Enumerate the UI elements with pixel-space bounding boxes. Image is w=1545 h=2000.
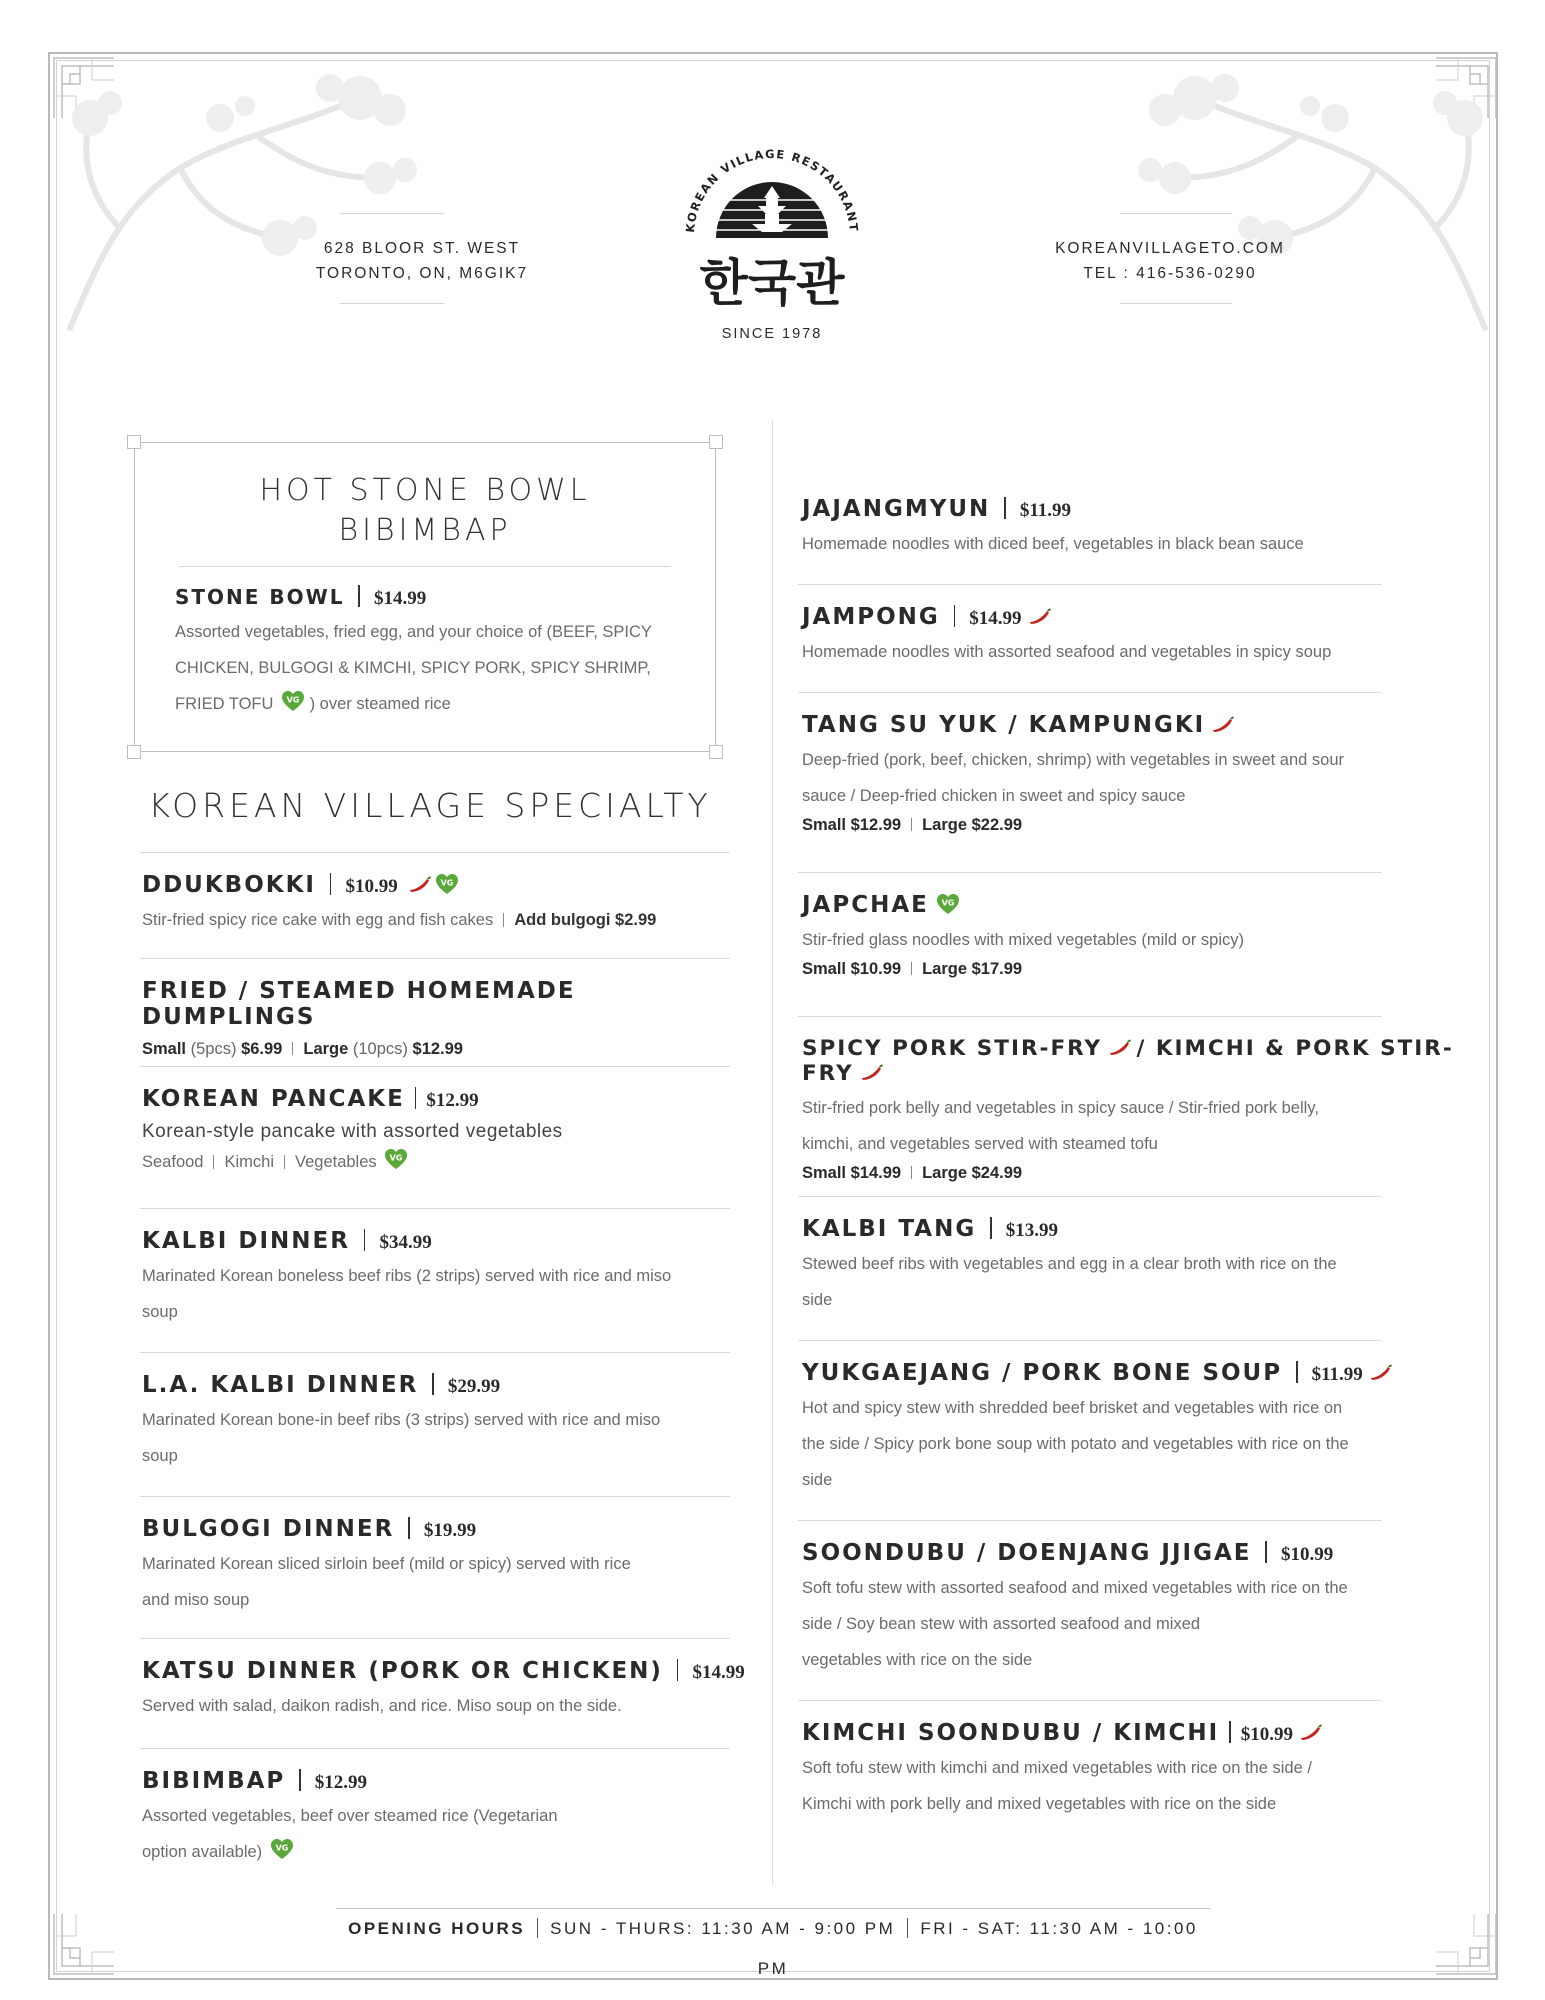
menu-item-katsu-dinner: [142, 1658, 752, 1724]
price-separator: [1265, 1541, 1267, 1563]
divider: [140, 1352, 730, 1353]
item-name: / KIMCHI & PORK STIR-FRY: [802, 1036, 1454, 1086]
since-label: SINCE 1978: [721, 326, 823, 342]
addon-text: Add bulgogi $2.99: [514, 911, 657, 929]
address-block: [272, 236, 572, 286]
size-options: Small $12.99 Large $22.99: [802, 816, 1023, 834]
size-options: Small $10.99 Large $17.99: [802, 960, 1023, 978]
item-name: JAJANGMYUN: [802, 496, 991, 522]
corner-ornament-icon: [52, 1912, 116, 1976]
menu-item-soondubu: [802, 1540, 1442, 1678]
item-name: YUKGAEJANG / PORK BONE SOUP: [802, 1360, 1283, 1386]
price-separator: [954, 605, 956, 627]
separator: [537, 1918, 538, 1938]
vg-heart-icon: [270, 1838, 294, 1860]
divider: [140, 958, 730, 959]
divider: [798, 692, 1382, 693]
menu-item-jampong: [802, 604, 1422, 670]
menu-item-ddukbokki: [142, 872, 742, 938]
item-name: KATSU DINNER (PORK OR CHICKEN): [142, 1658, 663, 1684]
menu-item-bibimbap: [142, 1768, 742, 1870]
chili-pepper-icon: [1367, 1363, 1393, 1381]
price-separator: [1296, 1361, 1298, 1383]
item-name: JAMPONG: [802, 604, 940, 630]
menu-item-kimchi-soondubu: [802, 1720, 1442, 1822]
chili-pepper-icon: [1209, 715, 1235, 733]
box-corner: [709, 745, 723, 759]
price-separator: [415, 1087, 417, 1109]
price-separator: [364, 1229, 366, 1251]
item-description: [175, 614, 685, 722]
desc-line: CHICKEN, BULGOGI & KIMCHI, SPICY PORK, SPICY SHRIMP,: [175, 659, 651, 677]
chili-pepper-icon: [1026, 607, 1052, 625]
price-separator: [1004, 497, 1006, 519]
item-description: Assorted vegetables, beef over steamed rice (Vegetarian option available): [142, 1807, 558, 1861]
chili-pepper-icon: [406, 875, 432, 893]
divider: [798, 1520, 1382, 1521]
divider: [798, 1196, 1382, 1197]
box-corner: [127, 745, 141, 759]
item-name: BIBIMBAP: [142, 1768, 286, 1794]
stone-bowl-rule: [179, 566, 671, 567]
item-price: $10.99: [345, 876, 398, 897]
item-name: DDUKBOKKI: [142, 872, 316, 898]
box-corner: [709, 435, 723, 449]
item-description: Korean-style pancake with assorted vegetables: [142, 1121, 563, 1142]
menu-item-stone-bowl: [175, 585, 685, 722]
divider: [798, 872, 1382, 873]
size-options: Small $14.99 Large $24.99: [802, 1164, 1023, 1182]
stone-bowl-feature-box: [134, 442, 716, 752]
opening-hours-bar: [336, 1908, 1210, 1978]
hours-weekday: SUN - THURS: 11:30 AM - 9:00 PM: [550, 1919, 896, 1938]
item-price: $34.99: [379, 1232, 432, 1253]
header-rule: [1120, 303, 1232, 304]
item-price: $13.99: [1005, 1220, 1058, 1241]
item-description: Marinated Korean boneless beef ribs (2 strips) served with rice and miso soup: [142, 1267, 672, 1321]
vg-heart-icon: [936, 893, 960, 915]
section-title-specialty: KOREAN VILLAGE SPECIALTY: [148, 786, 712, 825]
item-description: Soft tofu stew with assorted seafood and mixed vegetables with rice on the side / Soy bean stew with assorted seafood and mixed vegetables with rice on the side: [802, 1579, 1348, 1669]
chili-pepper-icon: [1106, 1038, 1132, 1056]
divider: [798, 1700, 1382, 1701]
menu-item-jajangmyun: [802, 496, 1422, 562]
size-options: Small (5pcs) $6.99 Large (10pcs) $12.99: [142, 1040, 463, 1058]
divider: [140, 1748, 730, 1749]
divider: [798, 584, 1382, 585]
item-price: $12.99: [314, 1772, 368, 1793]
item-description: Stewed beef ribs with vegetables and egg in a clear broth with rice on the side: [802, 1255, 1337, 1309]
menu-item-bulgogi-dinner: [142, 1516, 742, 1618]
header-rule: [340, 303, 444, 304]
divider: [140, 1208, 730, 1209]
item-name: SOONDUBU / DOENJANG JJIGAE: [802, 1540, 1252, 1566]
divider: [140, 1496, 730, 1497]
column-divider: [772, 420, 773, 1885]
item-name: L.A. KALBI DINNER: [142, 1372, 419, 1398]
item-options: Seafood Kimchi Vegetables: [142, 1148, 742, 1176]
item-price: $11.99: [1019, 500, 1072, 521]
divider: [798, 1016, 1382, 1017]
vg-heart-icon: [384, 1148, 408, 1170]
item-description: Homemade noodles with diced beef, vegetables in black bean sauce: [802, 535, 1304, 553]
address-street: 628 BLOOR ST. WEST: [323, 240, 521, 257]
item-price: $29.99: [447, 1376, 501, 1397]
stone-bowl-title-line1: HOT STONE BOWL: [259, 473, 591, 508]
item-price: $11.99: [1311, 1364, 1363, 1385]
item-description: Soft tofu stew with kimchi and mixed vegetables with rice on the side / Kimchi with pork belly and mixed vegetables with rice on the side: [802, 1759, 1312, 1813]
item-price: $14.99: [692, 1662, 745, 1683]
header-rule: [340, 213, 444, 214]
item-price: $19.99: [423, 1520, 477, 1541]
price-separator: [299, 1769, 301, 1791]
address-city: TORONTO, ON, M6GIK7: [315, 265, 529, 282]
restaurant-logo: [672, 140, 872, 310]
item-name: KIMCHI SOONDUBU / KIMCHI: [802, 1720, 1220, 1746]
price-separator: [432, 1373, 434, 1395]
menu-item-spicy-pork-stir-fry: [802, 1036, 1472, 1183]
item-name: SPICY PORK STIR-FRY: [802, 1036, 1103, 1061]
stone-bowl-title-line2: BIBIMBAP: [338, 513, 512, 548]
item-name: STONE BOWL: [175, 585, 345, 609]
item-description: Served with salad, daikon radish, and rice. Miso soup on the side.: [142, 1697, 622, 1715]
contact-block: [1020, 236, 1320, 286]
item-price: $10.99: [1280, 1544, 1334, 1565]
chili-pepper-icon: [858, 1063, 884, 1081]
separator: [907, 1918, 908, 1938]
price-separator: [990, 1217, 992, 1239]
item-name: BULGOGI DINNER: [142, 1516, 395, 1542]
menu-item-japchae: [802, 892, 1422, 979]
cherry-blossom-tree-icon: [60, 58, 480, 338]
hours-weekend: FRI - SAT: 11:30 AM - 10:00 PM: [757, 1919, 1198, 1978]
item-name: FRIED / STEAMED HOMEMADE DUMPLINGS: [142, 978, 576, 1030]
divider: [140, 1638, 730, 1639]
cherry-blossom-tree-icon: [1075, 58, 1495, 338]
separator: [503, 913, 504, 927]
item-description: Deep-fried (pork, beef, chicken, shrimp) with vegetables in sweet and sour sauce / Deep-fried chicken in sweet and spicy sauce: [802, 751, 1345, 805]
item-name: TANG SU YUK / KAMPUNGKI: [802, 712, 1206, 738]
svg-text:KOREAN VILLAGE RESTAURANT: KOREAN VILLAGE RESTAURANT: [682, 146, 862, 234]
divider: [140, 852, 730, 853]
menu-item-tang-su-yuk: [802, 712, 1422, 835]
menu-item-yukgaejang: [802, 1360, 1442, 1498]
menu-item-dumplings: [142, 978, 742, 1059]
menu-item-kalbi-tang: [802, 1216, 1422, 1318]
chili-pepper-icon: [1297, 1723, 1323, 1741]
item-name: KALBI TANG: [802, 1216, 977, 1242]
corner-ornament-icon: [1434, 1912, 1498, 1976]
price-separator: [408, 1517, 410, 1539]
menu-item-la-kalbi-dinner: [142, 1372, 742, 1474]
price-separator: [330, 873, 332, 895]
divider: [798, 1340, 1382, 1341]
item-price: $10.99: [1240, 1724, 1293, 1745]
header-rule: [1120, 213, 1232, 214]
vg-heart-icon: [435, 873, 459, 895]
item-description: Stir-fried spicy rice cake with egg and fish cakes Add bulgogi $2.99: [142, 911, 657, 929]
menu-item-korean-pancake: [142, 1086, 742, 1176]
item-price: $14.99: [373, 588, 427, 609]
vg-heart-icon: [281, 690, 305, 712]
item-name: KALBI DINNER: [142, 1228, 350, 1254]
stone-bowl-title: [135, 471, 715, 551]
item-description: Marinated Korean bone-in beef ribs (3 strips) served with rice and miso soup: [142, 1411, 661, 1465]
svg-text:한국관: 한국관: [699, 254, 845, 310]
price-separator: [358, 585, 360, 607]
price-separator: [677, 1659, 679, 1681]
item-price: $12.99: [426, 1090, 479, 1111]
item-name: JAPCHAE: [802, 892, 929, 918]
item-description: Stir-fried glass noodles with mixed vegetables (mild or spicy): [802, 931, 1245, 949]
phone-number: TEL : 416-536-0290: [1083, 265, 1257, 282]
item-description: Homemade noodles with assorted seafood and vegetables in spicy soup: [802, 643, 1332, 661]
item-description: Hot and spicy stew with shredded beef brisket and vegetables with rice on the side / Spicy pork bone soup with potato and vegetables with rice on the side: [802, 1399, 1349, 1489]
desc-line: FRIED TOFU ) over steamed rice: [175, 686, 685, 722]
desc-line: Assorted vegetables, fried egg, and your choice of (BEEF, SPICY: [175, 623, 652, 641]
item-name: KOREAN PANCAKE: [142, 1086, 405, 1112]
price-separator: [1229, 1721, 1231, 1743]
menu-item-kalbi-dinner: [142, 1228, 742, 1330]
item-price: $14.99: [969, 608, 1022, 629]
box-corner: [127, 435, 141, 449]
hours-label: OPENING HOURS: [348, 1919, 526, 1938]
website-link[interactable]: KOREANVILLAGETO.COM: [1055, 240, 1285, 257]
item-description: Stir-fried pork belly and vegetables in spicy sauce / Stir-fried pork belly, kimchi, and vegetables served with steamed tofu: [802, 1099, 1319, 1153]
item-description: Marinated Korean sliced sirloin beef (mild or spicy) served with rice and miso soup: [142, 1555, 631, 1609]
divider: [140, 1066, 730, 1067]
